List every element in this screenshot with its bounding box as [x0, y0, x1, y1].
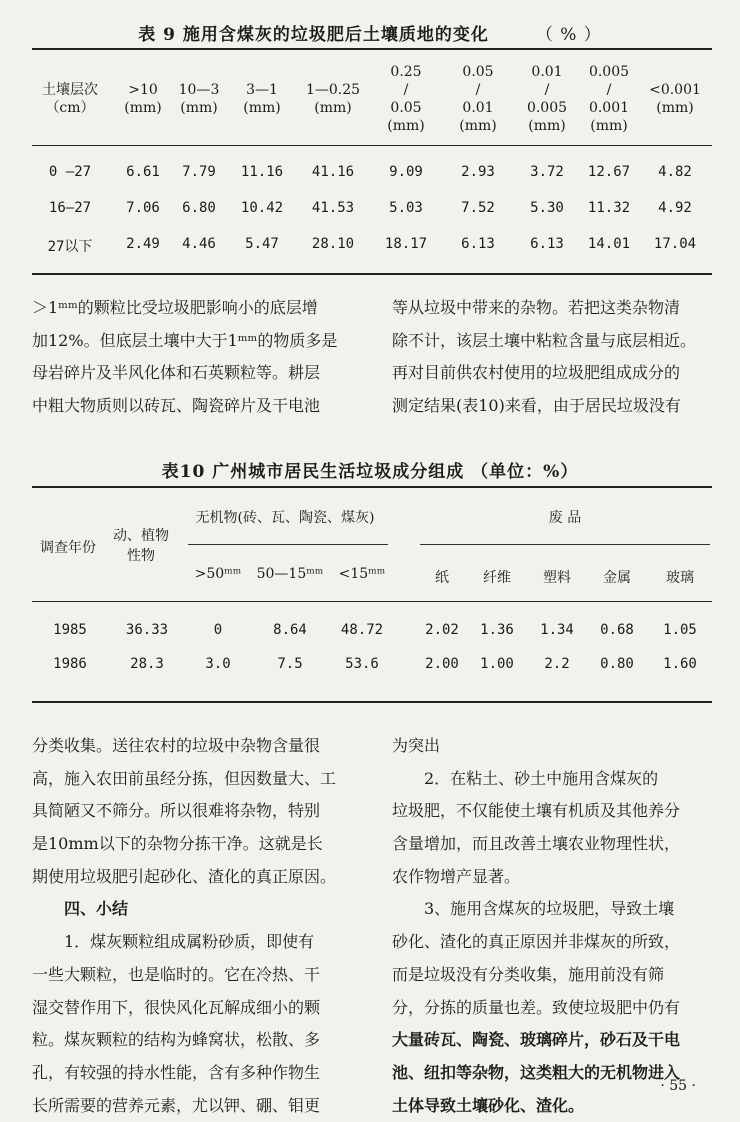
table9-cell: 5.30 [530, 200, 564, 216]
table10-waste-underline [420, 544, 710, 545]
table9-row-label: 16—27 [48, 200, 92, 216]
table10-cell: 1.34 [540, 622, 574, 638]
table9-header-cell: / [606, 82, 612, 98]
table9-header-cell: (mm) [124, 100, 162, 116]
table9-unit: （ % ） [535, 25, 602, 45]
text-line: 测定结果(表10)来看，由于居民垃圾没有 [392, 396, 681, 416]
text-line: 具简陋又不筛分。所以很难将杂物，特别 [32, 801, 321, 821]
table9-header-cell: <0.001 [649, 82, 701, 98]
text-line: 垃圾肥，不仅能使土壤有机质及其他养分 [392, 801, 681, 821]
table9-cell: 4.46 [182, 236, 216, 252]
table9-cell: 18.17 [384, 236, 428, 252]
table10-cell: 1.00 [480, 656, 514, 672]
table10-header-rule [32, 601, 712, 602]
table9-cell: 9.09 [389, 164, 423, 180]
table9-header-cell: 0.005 [588, 64, 630, 80]
table9-header-rule [32, 145, 712, 146]
table10-subheader-cell: 50—15ᵐᵐ [256, 566, 324, 582]
table10-row-year: 1985 [53, 622, 87, 638]
table9-cell: 41.53 [311, 200, 355, 216]
table10-subheader-cell: 纤维 [483, 570, 511, 586]
table9-cell: 2.93 [461, 164, 495, 180]
table10-inorganic-underline [188, 544, 388, 545]
text-line: 是10mm以下的杂物分拣干净。这就是长 [32, 834, 323, 854]
table9-header-cell: / [475, 82, 481, 98]
table9-header-cell: 0.01 [462, 100, 494, 116]
body2-right-column [392, 730, 722, 1122]
table9-row-label: 27以下 [47, 239, 93, 255]
table9-header-cell: 3—1 [246, 82, 278, 98]
table9-header-cell: (mm) [459, 118, 497, 134]
table10-header-plant-line1: 动、植物 [113, 528, 169, 544]
text-line: 高，施入农田前虽经分拣，但因数量大、工 [32, 768, 337, 788]
text-line: 分，分拣的质量也差。致使垃圾肥中仍有 [392, 997, 681, 1017]
text-line: 1．煤灰颗粒组成属粉砂质，即使有 [64, 932, 315, 952]
body2-left-column [32, 730, 368, 1122]
table10-cell: 2.02 [425, 622, 459, 638]
table9-header-cell: 0.05 [462, 64, 494, 80]
table10-cell: 1.60 [663, 656, 697, 672]
table10-header-plant-line2: 性物 [127, 548, 155, 564]
table10-cell: 28.3 [130, 656, 164, 672]
table9-header-cell: >10 [128, 82, 158, 98]
table9-cell: 14.01 [587, 236, 631, 252]
table10-header-year: 调查年份 [40, 540, 96, 556]
table9-cell: 6.80 [182, 200, 216, 216]
table9-header-cell: 0.25 [390, 64, 422, 80]
table10-subheader-cell: 塑料 [543, 570, 571, 586]
text-line: 大量砖瓦、陶瓷、玻璃碎片，砂石及干电 [392, 1030, 681, 1050]
table9-cell: 41.16 [311, 164, 355, 180]
table9-header-cell: (mm) [243, 100, 281, 116]
text-line: 池、纽扣等杂物，这类粗大的无机物进入 [392, 1062, 681, 1082]
table9-cell: 7.52 [461, 200, 495, 216]
page-number: · 55 · [660, 1078, 696, 1094]
table9-row-label: 0 —27 [48, 164, 92, 180]
table10-subheader-cell: >50ᵐᵐ [194, 566, 242, 582]
text-line: 农作物增产显著。 [392, 866, 521, 886]
table10-cell: 53.6 [345, 656, 379, 672]
table9-header-cell: 1—0.25 [305, 82, 361, 98]
table10-cell: 0.80 [600, 656, 634, 672]
table9-cell: 6.13 [461, 236, 495, 252]
table9-header-cell: / [544, 82, 550, 98]
table9-header-cell: 0.05 [390, 100, 422, 116]
table9-cell: 7.06 [126, 200, 160, 216]
table9-cell: 7.79 [182, 164, 216, 180]
text-line: 除不计，该层土壤中粘粒含量与底层相近。 [392, 330, 697, 350]
para1-right-column [392, 292, 722, 423]
text-line: 而是垃圾没有分类收集，施用前没有筛 [392, 964, 665, 984]
text-line: 含量增加，而且改善土壤农业物理性状， [392, 834, 681, 854]
table9-cell: 4.82 [658, 164, 692, 180]
text-line: 砂化、渣化的真正原因并非煤灰的所致， [392, 932, 681, 952]
text-line: 湿交替作用下，很快风化瓦解成细小的颗 [32, 997, 321, 1017]
text-line: 再对目前供农村使用的垃圾肥组成成分的 [392, 363, 681, 383]
table9-cell: 5.03 [389, 200, 423, 216]
table10-subheader-cell: 玻璃 [666, 570, 694, 586]
table10-subheader-cell: <15ᵐᵐ [338, 566, 386, 582]
table10-cell: 7.5 [277, 656, 303, 672]
text-line: 3、施用含煤灰的垃圾肥，导致土壤 [424, 899, 675, 919]
table9-header-cell: 0.01 [531, 64, 563, 80]
table9-cell: 12.67 [587, 164, 631, 180]
table9-cell: 2.49 [126, 236, 160, 252]
table10-header-waste: 废 品 [548, 510, 582, 526]
table10-cell: 2.2 [544, 656, 570, 672]
table9-header-cell: (mm) [314, 100, 352, 116]
text-line: 粒。煤灰颗粒的结构为蜂窝状，松散、多 [32, 1030, 321, 1050]
table9-cell: 28.10 [311, 236, 355, 252]
table10-cell: 0 [213, 622, 223, 638]
table9-cell: 5.47 [245, 236, 279, 252]
table10-caption: 表10 广州城市居民生活垃圾成分组成 （单位：%） [161, 462, 579, 482]
table9-header-cell: （cm） [45, 100, 95, 116]
section-heading: 四、小结 [64, 899, 129, 919]
table9-header-cell: (mm) [180, 100, 218, 116]
text-line: 等从垃圾中带来的杂物。若把这类杂物清 [392, 298, 681, 317]
table10-top-rule [32, 486, 712, 488]
table9-header-cell: (mm) [387, 118, 425, 134]
table10-cell: 0.68 [600, 622, 634, 638]
text-line: 分类收集。送往农村的垃圾中杂物含量很 [32, 736, 321, 755]
table10-cell: 3.0 [205, 656, 231, 672]
table9-top-rule [32, 48, 712, 50]
table9-header-cell: 0.005 [526, 100, 568, 116]
text-line: ＞1ᵐᵐ的颗粒比受垃圾肥影响小的底层增 [32, 298, 318, 317]
table10-subheader-cell: 纸 [435, 570, 449, 586]
table9-header-cell: (mm) [656, 100, 694, 116]
table9-header-cell: (mm) [528, 118, 566, 134]
table9-header-cell: / [403, 82, 409, 98]
text-line: 加12%。但底层土壤中大于1ᵐᵐ的物质多是 [32, 330, 338, 350]
text-line: 土体导致土壤砂化、渣化。 [392, 1095, 585, 1115]
table10-cell: 8.64 [273, 622, 307, 638]
para1-left-column [32, 292, 368, 423]
table9-header-cell: 0.001 [588, 100, 630, 116]
table10-row-year: 1986 [53, 656, 87, 672]
text-line: 长所需要的营养元素，尤以钾、硼、钼更 [32, 1095, 321, 1115]
text-line: 为突出 [392, 736, 441, 755]
table10-subheader-cell: 金属 [603, 570, 631, 586]
table9-bottom-rule [32, 273, 712, 275]
table9-cell: 11.16 [240, 164, 284, 180]
text-line: 母岩碎片及半风化体和石英颗粒等。耕层 [32, 363, 321, 383]
table10-cell: 48.72 [340, 622, 384, 638]
table9-cell: 10.42 [240, 200, 284, 216]
table10-cell: 1.36 [480, 622, 514, 638]
table10-cell: 36.33 [125, 622, 169, 638]
table9-header-cell: (mm) [590, 118, 628, 134]
text-line: 期使用垃圾肥引起砂化、渣化的真正原因。 [32, 866, 337, 886]
table9-cell: 6.13 [530, 236, 564, 252]
table10-header-inorganic: 无机物(砖、瓦、陶瓷、煤灰) [195, 510, 375, 526]
table9-cell: 11.32 [587, 200, 631, 216]
table9-cell: 17.04 [653, 236, 697, 252]
text-line: 中粗大物质则以砖瓦、陶瓷碎片及干电池 [32, 396, 321, 416]
table10-cell: 2.00 [425, 656, 459, 672]
table9-cell: 6.61 [126, 164, 160, 180]
text-line: 2．在粘土、砂土中施用含煤灰的 [424, 768, 659, 788]
table10-bottom-rule [32, 701, 712, 703]
table9-header-cell: 10—3 [178, 82, 220, 98]
table9-cell: 3.72 [530, 164, 564, 180]
table10-cell: 1.05 [663, 622, 697, 638]
table9-cell: 4.92 [658, 200, 692, 216]
text-line: 孔，有较强的持水性能，含有多种作物生 [32, 1062, 321, 1082]
table9-caption: 表 9 施用含煤灰的垃圾肥后土壤质地的变化 （ % ） [138, 25, 602, 45]
table9-header-cell: 土壤层次 [42, 82, 98, 98]
text-line: 一些大颗粒，也是临时的。它在冷热、干 [32, 964, 321, 984]
